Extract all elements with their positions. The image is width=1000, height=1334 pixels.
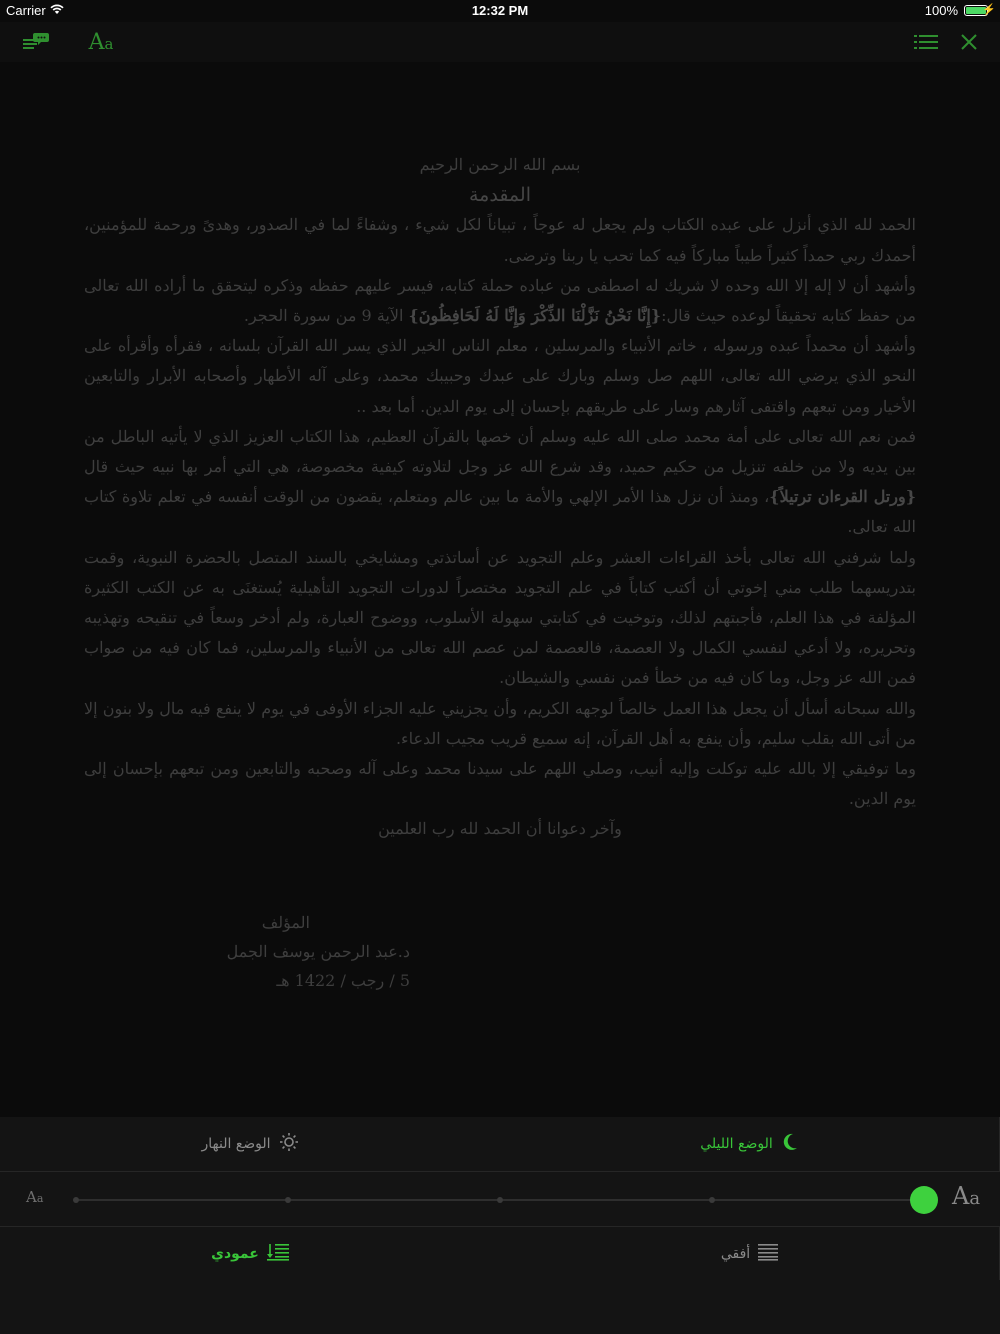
settings-panel — [0, 1117, 1000, 1334]
author-label: المؤلف — [261, 913, 310, 932]
font-size-row — [0, 1172, 1000, 1227]
paragraph-2 — [84, 271, 916, 331]
basmala: بسم الله الرحمن الرحيم — [419, 155, 581, 174]
reading-content — [84, 150, 916, 845]
horizontal-scroll-label: أفقي — [720, 1245, 751, 1262]
author-block — [190, 908, 410, 995]
moon-icon — [781, 1132, 799, 1156]
font-size-slider[interactable] — [76, 1199, 924, 1201]
font-size-slider-tick[interactable] — [497, 1197, 503, 1203]
font-size-slider-thumb[interactable] — [910, 1186, 938, 1214]
font-settings-label: Aa — [88, 29, 114, 55]
paragraph-7: وما توفيقي إلا بالله عليه توكلت وإليه أنيب، وصلي اللهم على سيدنا محمد وعلى آله وصحبه والتابعين ومن تبعهم بإحسان إلى يوم الدين. — [84, 759, 916, 809]
paragraph-2-tail: الآية 9 من سورة الحجر. — [243, 306, 409, 326]
sun-icon — [279, 1132, 299, 1156]
paragraph-4 — [84, 422, 916, 543]
vertical-scroll-label: عمودي — [211, 1245, 259, 1262]
theme-mode-row — [0, 1117, 1000, 1172]
night-mode-button[interactable] — [500, 1117, 1000, 1171]
paragraph-3: وأشهد أن محمداً عبده ورسوله ، خاتم الأنبياء والمرسلين ، معلم الناس الخير الذي يسر الله القرآن بلسانه ، فقرأه وأقرأه على النحو الذي يرضي الله تعالى، اللهم صل وسلم وبارك على عبدك وحبيبك محمد، وعلى آله الأطهار وأصحابه الأبرار والتابعين الأخيار ومن تبعهم واقتفى آثارهم وسار على طريقهم بإحسان إلى يوم الدين. أما بعد .. — [84, 336, 916, 416]
paragraph-5: ولما شرفني الله تعالى بأخذ القراءات العشر وعلم التجويد عن أساتذتي ومشايخي بالسند المتصل بالحضرة النبوية، وقمت بتدريسهما طلب مني إخوتي أن أكتب كتاباً في علم التجويد مختصراً لدورات التجويد التأهيلية يُستغنَى به عن الكتب الكثيرة المؤلفة في هذا العلم، فأجبتهم لذلك، وتوخيت في كتابتي سهولة الأسلوب، ووضوح العبارة، ولم أدخر وسعاً في تنقيحه وتهذيبه وتحريره، ولا أدعي لنفسي الكمال ولا العصمة، فالعصمة لمن عصم الله تعالى من الأنبياء والمرسلين، فما كان فيه من صواب فمن الله عز وجل، وما كان فيه من خطأ فمن نفسي والشيطان. — [84, 547, 917, 688]
chapter-title: المقدمة — [468, 184, 531, 207]
clock: 12:32 PM — [471, 3, 529, 18]
font-size-slider-tick[interactable] — [73, 1197, 79, 1203]
vertical-scroll-icon — [267, 1243, 289, 1265]
close-button[interactable] — [956, 26, 982, 58]
paragraph-6: والله سبحانه أسأل أن يجعل هذا العمل خالصاً لوجهه الكريم، وأن يجزيني عليه الجزاء الأوفى في يوم لا ينفع فيه مال ولا بنون إلا من أتى الله بقلب سليم، وأن ينفع به أهل القرآن، إنه سميع قريب مجيب الدعاء. — [84, 698, 916, 748]
author-date: 5 / رجب / 1422 هـ — [276, 971, 410, 990]
list-icon — [914, 33, 938, 51]
close-icon — [960, 33, 978, 51]
closing-line: وآخر دعوانا أن الحمد لله رب العلمين — [378, 819, 622, 839]
font-size-slider-tick[interactable] — [285, 1197, 291, 1203]
battery-percent: 100% — [924, 3, 958, 18]
scroll-direction-row — [0, 1227, 1000, 1280]
font-size-large-label: Aa — [952, 1182, 981, 1210]
quran-verse: {ورتل القرءان ترتيلاً} — [769, 487, 917, 507]
carrier-label: Carrier — [6, 3, 46, 18]
horizontal-scroll-icon — [758, 1243, 778, 1265]
notes-icon — [20, 30, 50, 54]
horizontal-scroll-button[interactable] — [500, 1227, 1000, 1280]
font-size-slider-tick[interactable] — [709, 1197, 715, 1203]
paragraph-4-text: فمن نعم الله تعالى على أمة محمد صلى الله عليه وسلم أن خصها بالقرآن العظيم، هذا الكتاب العزيز الذي لا يأتيه الباطل من بين يديه ولا من خلفه تنزيل من حكيم حميد، وقد شرع الله عز وجل لتلاوته كيفية مخصوصة، هي التي أمر بها نبيه حيث قال — [84, 426, 916, 477]
paragraph-2-text: وأشهد أن لا إله إلا الله وحده لا شريك له اصطفى من عباده حملة كتابه، فيسر عليهم حفظه وذكره ليتحقق ما أراده الله تعالى من حفظ كتابه تحقيقاً لوعده حيث قال: — [84, 275, 916, 326]
night-mode-label: الوضع الليلي — [700, 1136, 773, 1152]
author-name: د.عبد الرحمن يوسف الجمل — [226, 942, 410, 961]
table-of-contents-button[interactable] — [912, 26, 940, 58]
quran-verse: {إِنَّا نَحْنُ نَزَّلْنَا الذِّكْرَ وَإِنَّا لَهُ لَحَافِظُونَ} — [408, 306, 662, 326]
paragraph-1: الحمد لله الذي أنزل على عبده الكتاب ولم يجعل له عوجاً ، تبياناً لكل شيء ، وشفاءً لما في الصدور، وهدىً ورحمة للمؤمنين، أحمدك ربي حمداً كثيراً طيباً مباركاً فيه كما تحب يا ربنا وترضى. — [84, 215, 916, 265]
font-settings-button[interactable] — [84, 26, 118, 58]
status-bar — [0, 0, 1000, 22]
font-size-small-label: Aa — [26, 1188, 44, 1206]
day-mode-button[interactable] — [0, 1117, 500, 1171]
notes-button[interactable] — [18, 26, 52, 58]
paragraph-4-tail: ، ومنذ أن نزل هذا الأمر الإلهي والأمة ما بين عالم ومتعلم، يقضون من الوقت أنفسه في تعلم تلاوة كتاب الله تعالى. — [84, 487, 916, 537]
day-mode-label: الوضع النهار — [201, 1136, 271, 1152]
vertical-scroll-button[interactable] — [0, 1227, 500, 1280]
charging-icon: ⚡ — [982, 4, 996, 16]
top-toolbar — [0, 22, 1000, 62]
